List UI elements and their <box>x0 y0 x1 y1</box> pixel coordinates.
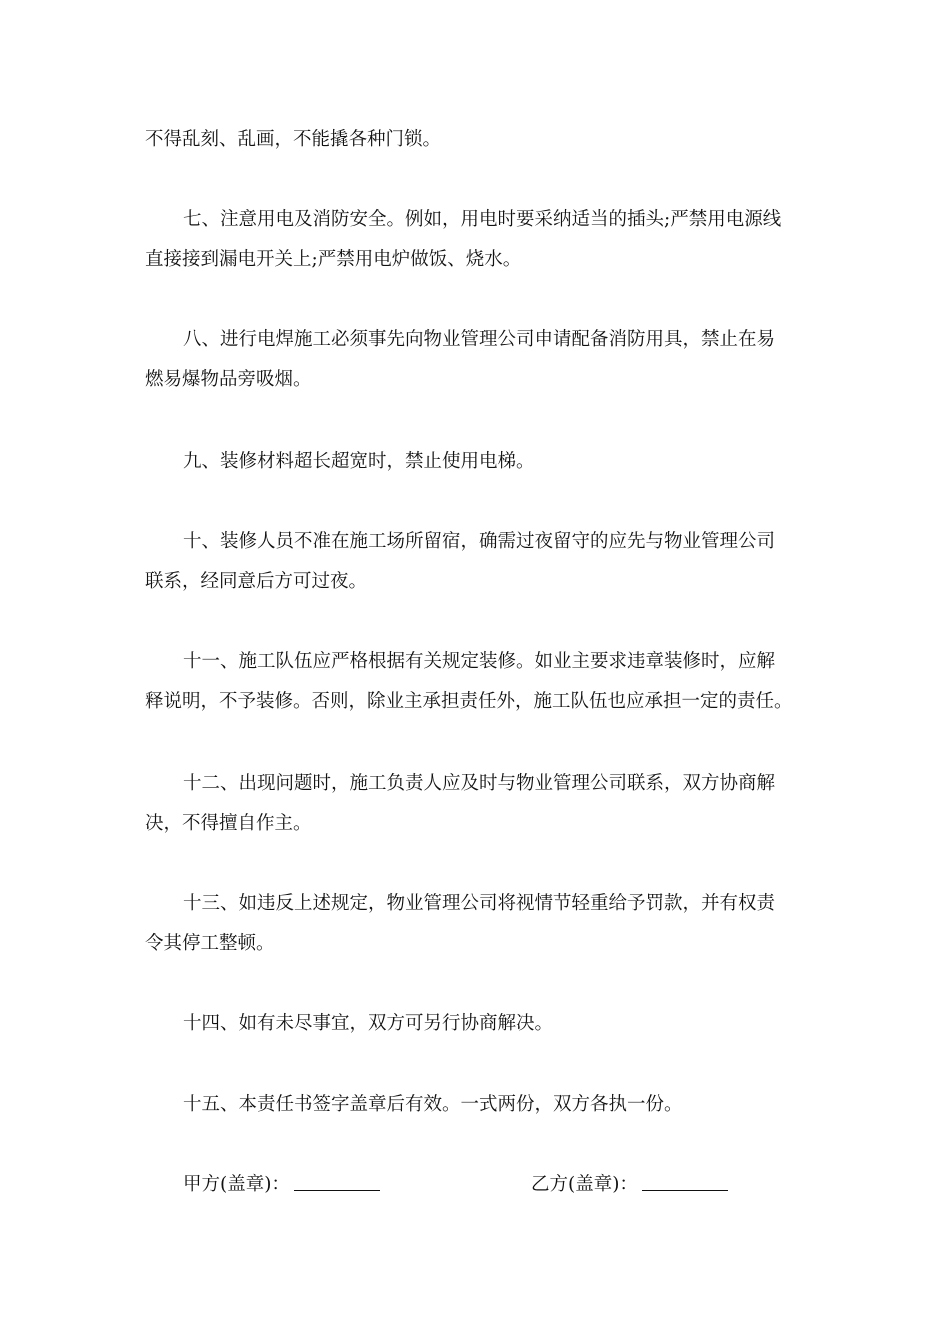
party-b-label: 乙方(盖章)： <box>531 1174 638 1195</box>
party-b-signature <box>531 1172 728 1197</box>
paragraph-line: 十五、本责任书签字盖章后有效。一式两份，双方各执一份。 <box>183 1094 683 1115</box>
paragraph-line: 联系，经同意后方可过夜。 <box>145 571 368 592</box>
paragraph-line: 释说明，不予装修。否则，除业主承担责任外，施工队伍也应承担一定的责任。 <box>145 691 793 712</box>
party-a-label: 甲方(盖章)： <box>183 1174 290 1195</box>
paragraph-line: 决，不得擅自作主。 <box>145 813 312 834</box>
party-a-signature <box>183 1172 380 1197</box>
paragraph-line: 燃易爆物品旁吸烟。 <box>145 369 312 390</box>
paragraph-line: 七、注意用电及消防安全。例如，用电时要采纳适当的插头;严禁用电源线 <box>183 209 782 230</box>
paragraph-line: 十、装修人员不准在施工场所留宿，确需过夜留守的应先与物业管理公司 <box>183 531 776 552</box>
paragraph-line: 十四、如有未尽事宜，双方可另行协商解决。 <box>183 1013 554 1034</box>
paragraph-line: 八、进行电焊施工必须事先向物业管理公司申请配备消防用具，禁止在易 <box>183 329 776 350</box>
paragraph-line: 十一、施工队伍应严格根据有关规定装修。如业主要求违章装修时，应解 <box>183 651 776 672</box>
paragraph-line: 令其停工整顿。 <box>145 933 275 954</box>
party-b-signature-blank <box>642 1172 728 1191</box>
paragraph-line: 十二、出现问题时，施工负责人应及时与物业管理公司联系，双方协商解 <box>183 773 776 794</box>
paragraph-line: 十三、如违反上述规定，物业管理公司将视情节轻重给予罚款，并有权责 <box>183 893 776 914</box>
paragraph-line: 九、装修材料超长超宽时，禁止使用电梯。 <box>183 451 535 472</box>
paragraph-line: 直接接到漏电开关上;严禁用电炉做饭、烧水。 <box>145 249 522 270</box>
paragraph-line: 不得乱刻、乱画，不能撬各种门锁。 <box>145 129 442 150</box>
party-a-signature-blank <box>294 1172 380 1191</box>
